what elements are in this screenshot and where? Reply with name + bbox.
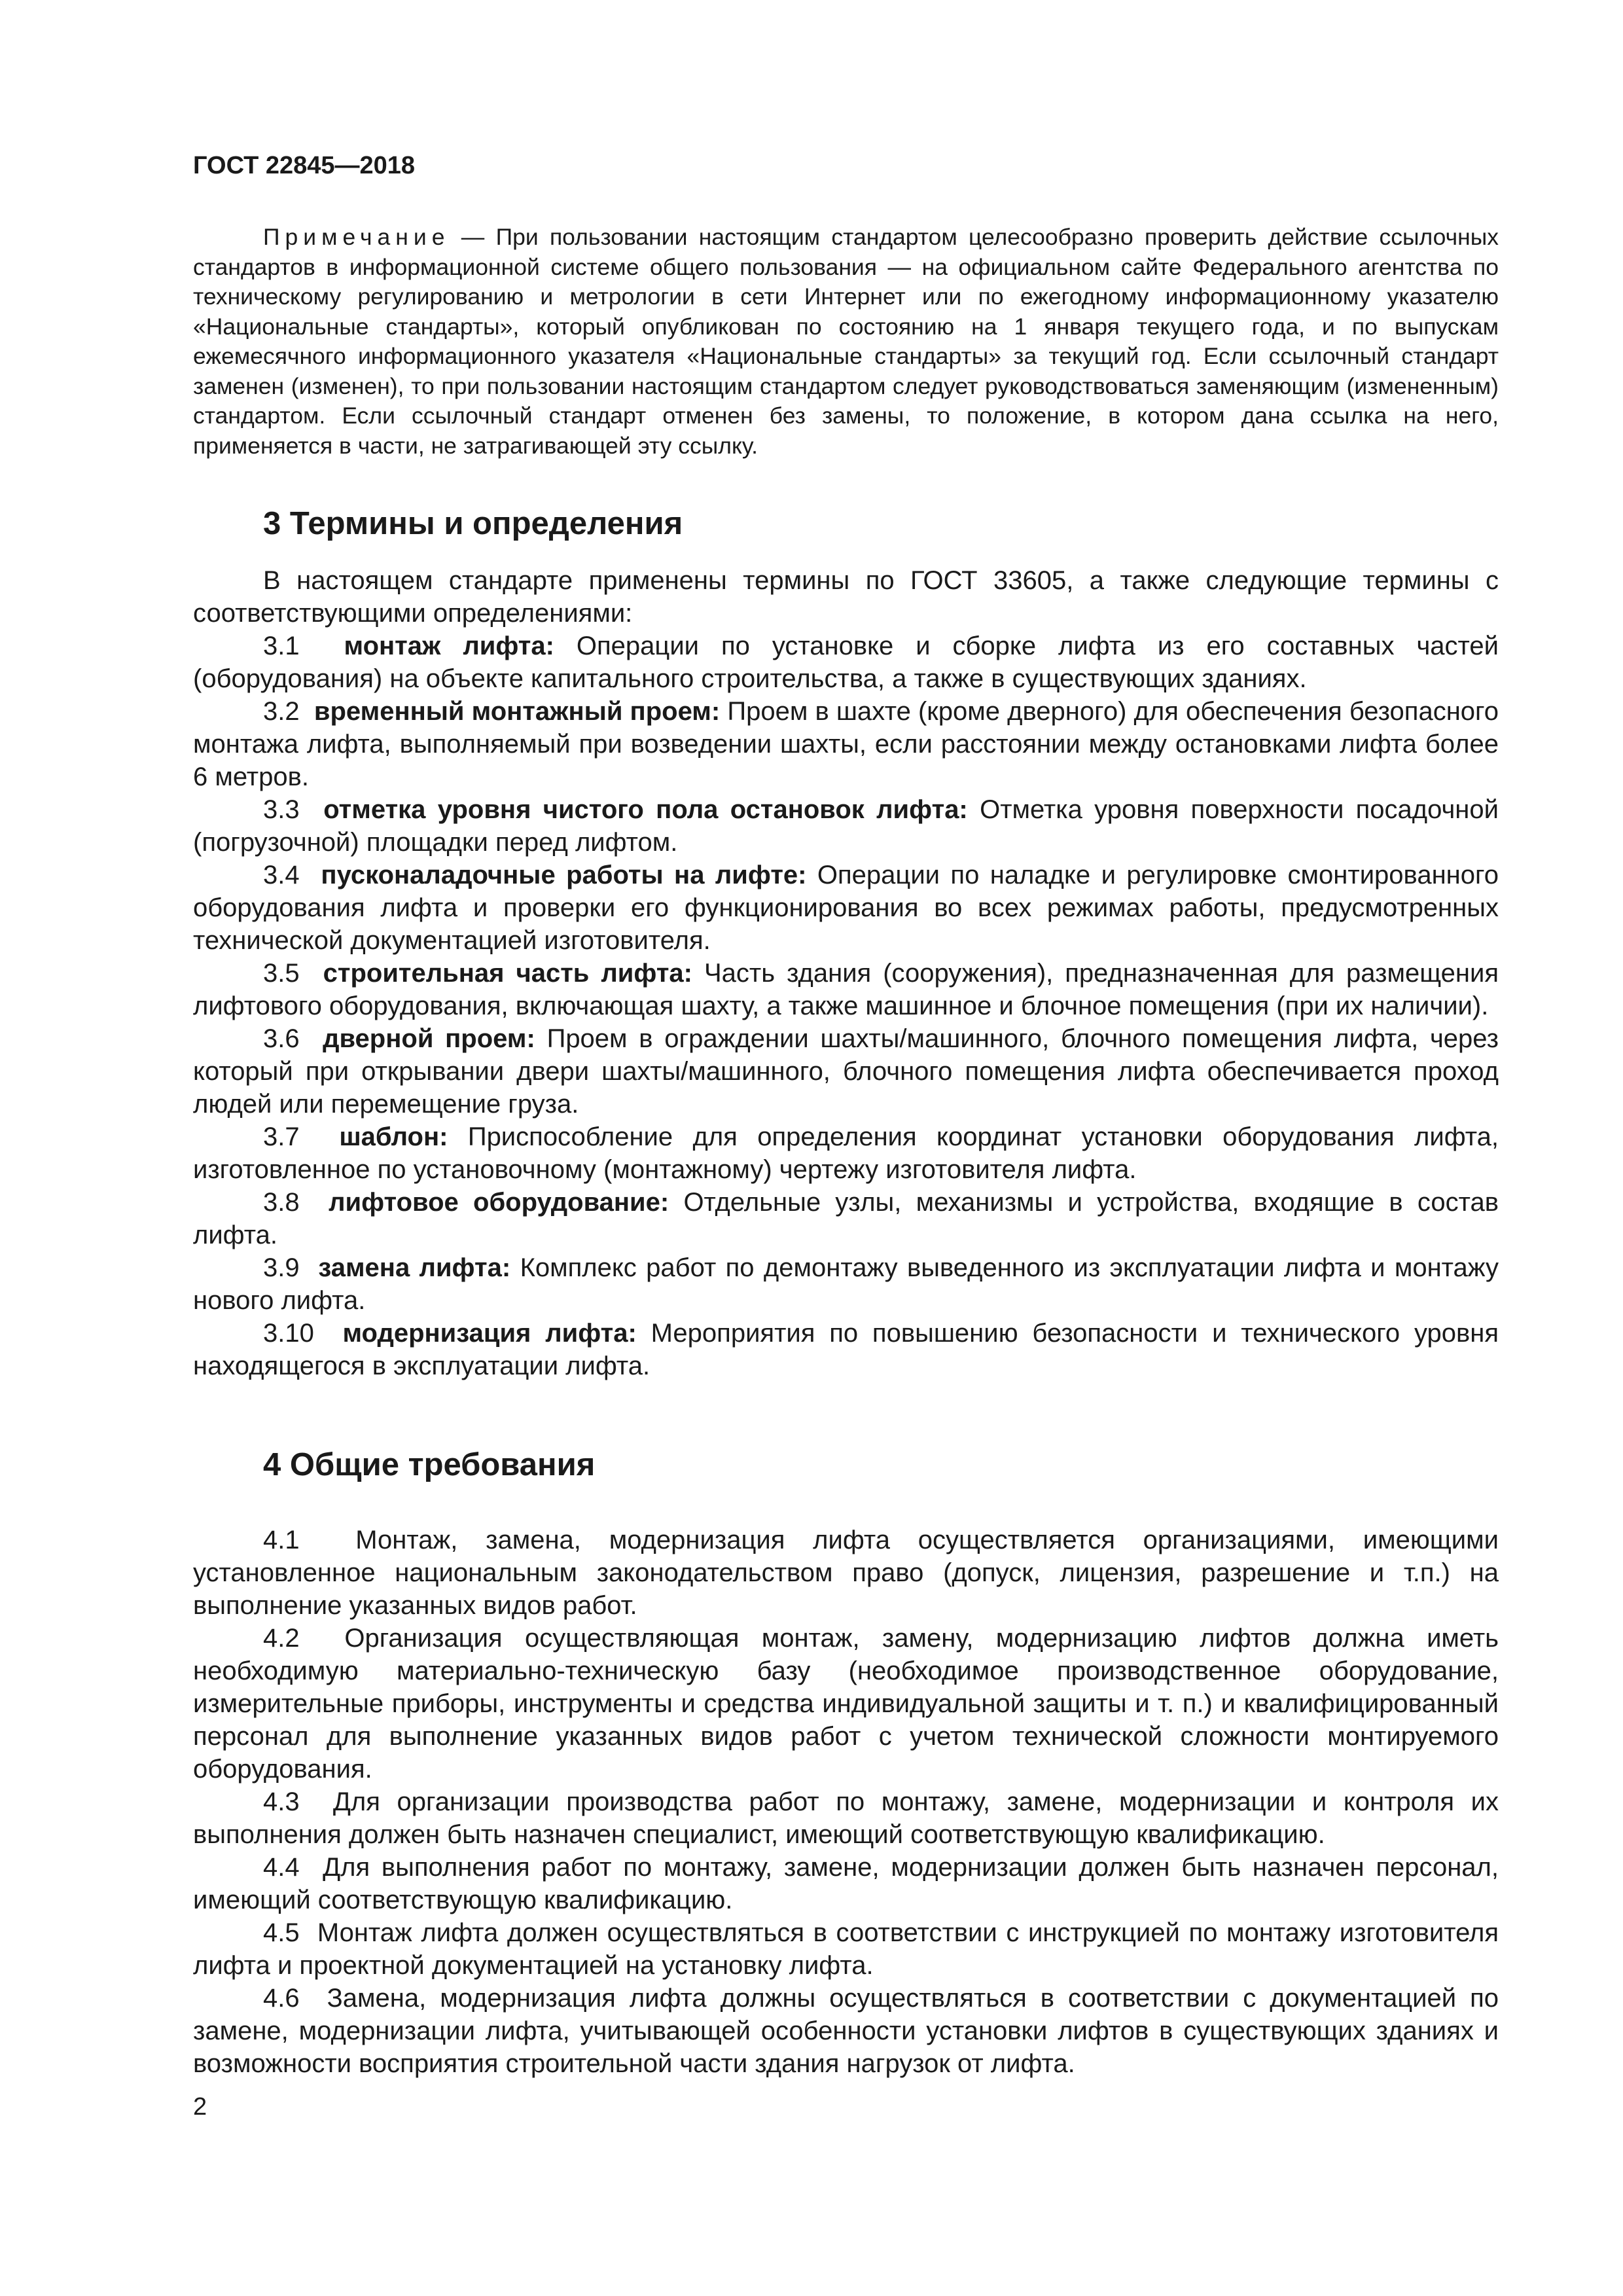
requirement-paragraph: [193, 1982, 1499, 2080]
note-label: Примечание: [263, 224, 450, 250]
term-name: временный монтажный проем:: [313, 697, 721, 726]
term-name: замена лифта:: [318, 1253, 511, 1282]
term-number: 3.1: [263, 632, 300, 660]
document-header: ГОСТ 22845—2018: [193, 152, 416, 179]
requirement-text: Монтаж лифта должен осуществляться в соответствии с инструкцией по монтажу изготовителя лифта и проектной документацией на установку лифта.: [193, 1918, 1499, 1980]
term-name: лифтовое оборудование:: [329, 1188, 669, 1217]
note-paragraph: [193, 223, 1499, 461]
requirement-paragraph: [193, 1851, 1499, 1916]
section-3-title: 3 Термины и определения: [263, 506, 683, 541]
requirement-paragraph: [193, 1785, 1499, 1851]
requirement-paragraph: [193, 1524, 1499, 1622]
term-paragraph: [193, 630, 1499, 695]
term-name: монтаж лифта:: [344, 632, 554, 660]
term-name: шаблон:: [339, 1122, 448, 1151]
requirement-number: 4.1: [263, 1526, 300, 1554]
term-paragraph: [193, 1317, 1499, 1382]
term-name: пусконаладочные работы на лифте:: [321, 861, 807, 889]
term-definition: Мероприятия по повышению безопасности и технического уровня находящегося в эксплуатации лифта.: [193, 1319, 1499, 1380]
section-4: [193, 1445, 1499, 2080]
term-definition: Комплекс работ по демонтажу выведенного из эксплуатации лифта и монтажу нового лифта.: [193, 1253, 1499, 1315]
requirement-paragraph: [193, 1622, 1499, 1785]
term-number: 3.3: [263, 795, 300, 824]
term-paragraph: [193, 695, 1499, 793]
page-number: 2: [193, 2093, 207, 2121]
term-definition: Операции по установке и сборке лифта из его составных частей (оборудования) на объекте капитального строительства, а также в существующих зданиях.: [193, 632, 1499, 693]
requirement-number: 4.6: [263, 1984, 300, 2013]
term-definition: Часть здания (сооружения), предназначенная для размещения лифтового оборудования, включающая шахту, а также машинное и блочное помещения (при их наличии).: [193, 959, 1499, 1020]
requirement-text: Организация осуществляющая монтаж, замену, модернизацию лифтов должна иметь необходимую материально-техническую базу (необходимое производственное оборудование, измерительные приборы, инструменты и средства индивидуальной защиты и т. п.) и квалифицированный персонал для выполнение указанных видов работ с учетом технической сложности монтируемого оборудования.: [193, 1624, 1499, 1784]
term-number: 3.5: [263, 959, 300, 988]
term-number: 3.10: [263, 1319, 314, 1348]
term-number: 3.8: [263, 1188, 300, 1217]
term-paragraph: [193, 859, 1499, 957]
term-definition: Отдельные узлы, механизмы и устройства, входящие в состав лифта.: [193, 1188, 1499, 1249]
section-3: [193, 504, 1499, 1382]
requirement-text: Замена, модернизация лифта должны осуществляться в соответствии с документацией по замене, модернизации лифта, учитывающей особенности установки лифтов в существующих зданиях и возможности восприятия строительной части здания нагрузок от лифта.: [193, 1984, 1499, 2078]
requirement-text: Для выполнения работ по монтажу, замене, модернизации должен быть назначен персонал, имеющий соответствующую квалификацию.: [193, 1853, 1499, 1914]
requirement-number: 4.5: [263, 1918, 300, 1947]
term-paragraph: [193, 1022, 1499, 1121]
term-number: 3.4: [263, 861, 300, 889]
term-number: 3.9: [263, 1253, 300, 1282]
term-name: модернизация лифта:: [342, 1319, 637, 1348]
note-text: — При пользовании настоящим стандартом целесообразно проверить действие ссылочных стандартов в информационной системе общего пользования — на официальном сайте Федерального агентства по техническому регулированию и метрологии в сети Интернет или по ежегодному информационному указателю «Национальные стандарты», который опубликован по состоянию на 1 января текущего года, и по выпускам ежемесячного информационного указателя «Национальные стандарты» за текущий год. Если ссылочный стандарт заменен (изменен), то при пользовании настоящим стандартом следует руководствоваться заменяющим (измененным) стандартом. Если ссылочный стандарт отменен без замены, то положение, в котором дана ссылка на него, применяется в части, не затрагивающей эту ссылку.: [193, 224, 1499, 459]
term-number: 3.2: [263, 697, 300, 726]
requirement-text: Для организации производства работ по монтажу, замене, модернизации и контроля их выполнения должен быть назначен специалист, имеющий соответствующую квалификацию.: [193, 1787, 1499, 1849]
term-number: 3.7: [263, 1122, 300, 1151]
term-definition: Приспособление для определения координат установки оборудования лифта, изготовленное по установочному (монтажному) чертежу изготовителя лифта.: [193, 1122, 1499, 1184]
term-paragraph: [193, 793, 1499, 859]
term-name: строительная часть лифта:: [323, 959, 693, 988]
term-paragraph: [193, 957, 1499, 1022]
term-definition: Проем в ограждении шахты/машинного, блочного помещения лифта, через который при открывании двери шахты/машинного, блочного помещения лифта обеспечивается проход людей или перемещение груза.: [193, 1024, 1499, 1119]
term-definition: Операции по наладке и регулировке смонтированного оборудования лифта и проверки его функционирования во всех режимах работы, предусмотренных технической документацией изготовителя.: [193, 861, 1499, 955]
term-name: дверной проем:: [323, 1024, 535, 1053]
requirement-number: 4.3: [263, 1787, 300, 1816]
requirement-text: Монтаж, замена, модернизация лифта осуществляется организациями, имеющими установленное национальным законодательством право (допуск, лицензия, разрешение и т.п.) на выполнение указанных видов работ.: [193, 1526, 1499, 1620]
term-definition: Отметка уровня поверхности посадочной (погрузочной) площадки перед лифтом.: [193, 795, 1499, 857]
section-4-title: 4 Общие требования: [263, 1447, 596, 1482]
term-name: отметка уровня чистого пола остановок лифта:: [323, 795, 968, 824]
requirement-number: 4.4: [263, 1853, 300, 1882]
requirement-paragraph: [193, 1916, 1499, 1982]
section-3-intro: В настоящем стандарте применены термины по ГОСТ 33605, а также следующие термины с соответствующими определениями:: [193, 566, 1499, 628]
term-paragraph: [193, 1186, 1499, 1251]
term-definition: Проем в шахте (кроме дверного) для обеспечения безопасного монтажа лифта, выполняемый при возведении шахты, если расстоянии между остановками лифта более 6 метров.: [193, 697, 1499, 791]
requirement-number: 4.2: [263, 1624, 300, 1653]
term-number: 3.6: [263, 1024, 300, 1053]
term-paragraph: [193, 1121, 1499, 1186]
term-paragraph: [193, 1251, 1499, 1317]
